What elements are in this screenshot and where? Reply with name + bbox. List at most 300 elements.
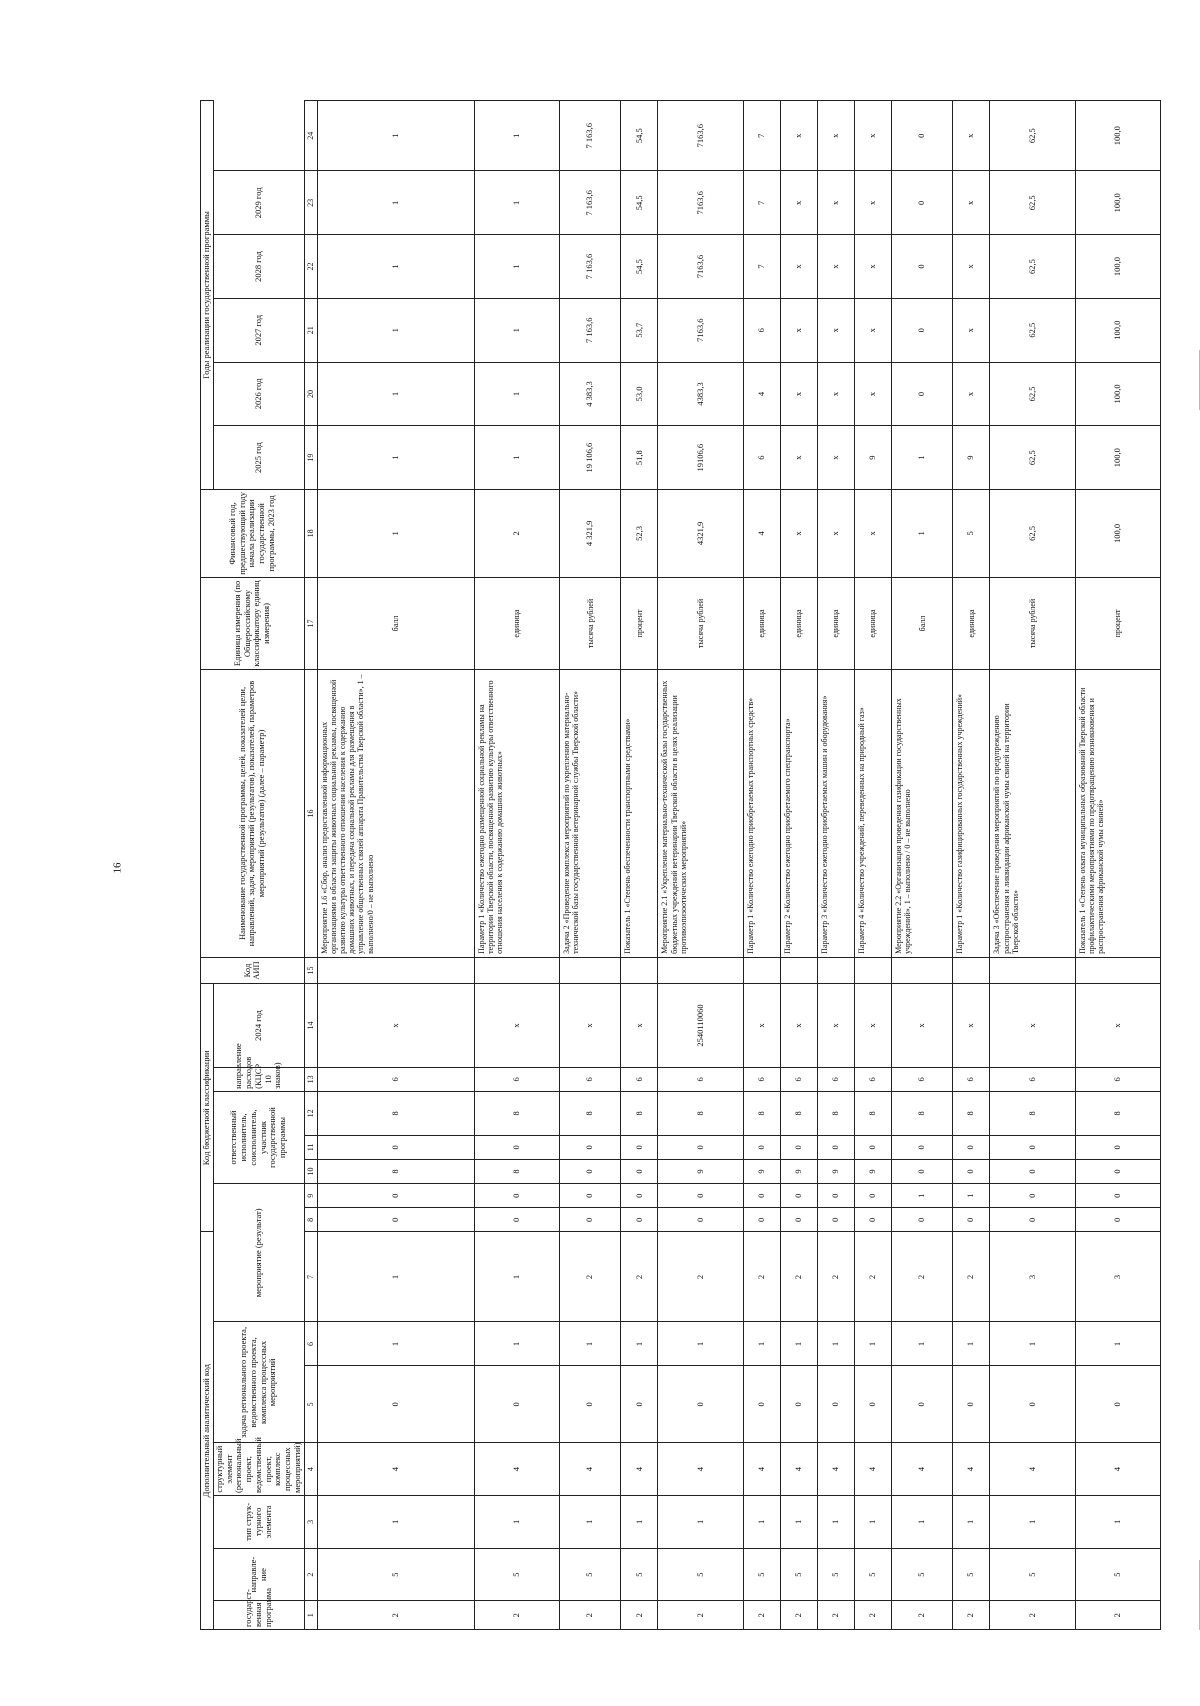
value-cell: 4383,3 (658, 362, 743, 426)
code-cell (658, 957, 743, 983)
value-cell: 1 (317, 171, 474, 235)
code-cell: 0 (658, 1366, 743, 1443)
dop-code-header: Дополнительный аналитический код (201, 1232, 214, 1630)
code-cell: 4 (658, 1443, 743, 1496)
column-number: 19 (304, 426, 317, 490)
code-cell: 4 (854, 1443, 891, 1496)
year-header: 2024 год (213, 984, 304, 1068)
name-header: Наименование государственной программы, целей, показателей цели, направлений, задач, мероприятий (результатов), показателей, параметров мероприятий (результатов) (далее – параметр) (201, 670, 305, 958)
item-name-cell: Параметр 4 «Количество учреждений, переведенных на природный газ» (854, 670, 891, 958)
code-cell: 2 (621, 1601, 658, 1630)
code-cell: 2 (854, 1232, 891, 1322)
code-cell: 2 (817, 1232, 854, 1322)
code-cell: 6 (854, 1067, 891, 1091)
value-cell: 1 (474, 362, 559, 426)
value-cell: x (854, 171, 891, 235)
code-cell: 8 (854, 1091, 891, 1135)
value-cell: 6 (743, 426, 780, 490)
code-cell: 0 (892, 1135, 953, 1159)
rotated-page (200, 100, 1123, 1630)
code-cell (743, 957, 780, 983)
code-cell: 0 (817, 1135, 854, 1159)
type-header: тип струк-турного элемента (213, 1496, 304, 1549)
code-cell: 8 (817, 1091, 854, 1135)
code-cell: 6 (743, 1067, 780, 1091)
code-cell: 4 (780, 1443, 817, 1496)
code-cell: x (892, 984, 953, 1068)
code-cell: 0 (780, 1135, 817, 1159)
table-row (743, 101, 780, 1630)
code-cell: 0 (780, 1208, 817, 1232)
code-cell: 0 (658, 1135, 743, 1159)
code-cell: 8 (990, 1091, 1075, 1135)
value-cell: 62,5 (990, 235, 1075, 299)
code-cell: 2 (560, 1601, 621, 1630)
code-cell: 0 (317, 1366, 474, 1443)
value-cell: x (953, 362, 990, 426)
code-cell: 0 (743, 1184, 780, 1208)
exp-header: направление расходов (КЦСР 10 знаков) (213, 1067, 304, 1091)
unit-cell: единица (743, 577, 780, 669)
code-cell: 0 (560, 1159, 621, 1183)
code-cell: 8 (474, 1091, 559, 1135)
value-cell: 62,5 (990, 489, 1075, 577)
code-cell: 0 (317, 1208, 474, 1232)
value-cell: 0 (892, 171, 953, 235)
code-cell: 0 (854, 1135, 891, 1159)
code-cell: 0 (990, 1159, 1075, 1183)
code-cell: 5 (953, 1548, 990, 1601)
column-number: 1 (304, 1601, 317, 1630)
code-cell: 2 (658, 1601, 743, 1630)
code-cell: 0 (1075, 1184, 1160, 1208)
code-cell: 0 (990, 1184, 1075, 1208)
value-cell: 6 (743, 298, 780, 362)
value-cell: x (780, 362, 817, 426)
budget-code-header: Код бюджетной классификации (201, 984, 214, 1232)
resp-header: ответственный исполнитель, соисполнитель, участник государственной программы (213, 1091, 304, 1183)
value-cell: 100,0 (1075, 489, 1160, 577)
code-cell: 1 (854, 1322, 891, 1366)
code-cell: 1 (953, 1184, 990, 1208)
code-cell (817, 957, 854, 983)
code-cell (892, 957, 953, 983)
code-cell: 0 (990, 1135, 1075, 1159)
code-cell: 1 (892, 1184, 953, 1208)
code-cell: 4 (621, 1443, 658, 1496)
code-cell (854, 957, 891, 983)
code-cell: 6 (621, 1067, 658, 1091)
value-cell: x (780, 298, 817, 362)
code-cell: 0 (817, 1208, 854, 1232)
years-group-header: Годы реализации государственной программы (201, 101, 214, 490)
item-name-cell: Параметр 1 «Количество ежегодно размещенной социальной рекламы на территории Тверской области, посвященной развитию культуры ответственного отношения населения к содержанию домашних животных» (474, 670, 559, 958)
value-cell: 1 (317, 235, 474, 299)
value-cell: x (854, 298, 891, 362)
code-cell: 1 (317, 1322, 474, 1366)
value-cell: 7163,6 (658, 171, 743, 235)
code-cell: x (1075, 984, 1160, 1068)
code-cell: 1 (780, 1496, 817, 1549)
code-cell: x (953, 984, 990, 1068)
value-cell: x (817, 101, 854, 171)
code-cell (621, 957, 658, 983)
code-cell: 1 (621, 1322, 658, 1366)
code-cell: 5 (990, 1548, 1075, 1601)
unit-cell: процент (1075, 577, 1160, 669)
table-row (1075, 101, 1160, 1630)
column-number: 16 (304, 670, 317, 958)
code-cell: 8 (621, 1091, 658, 1135)
table-row (892, 101, 953, 1630)
table-body (317, 101, 1160, 1630)
column-number: 12 (304, 1091, 317, 1135)
unit-cell: единица (780, 577, 817, 669)
code-cell: 0 (658, 1208, 743, 1232)
value-cell: 1 (892, 426, 953, 490)
code-cell: 2 (317, 1601, 474, 1630)
value-cell: 0 (892, 235, 953, 299)
value-cell: 9 (854, 426, 891, 490)
code-cell: 2 (1075, 1601, 1160, 1630)
year-header: 2027 год (213, 298, 304, 362)
code-cell: 1 (990, 1322, 1075, 1366)
value-cell: x (854, 362, 891, 426)
value-cell: 52,3 (621, 489, 658, 577)
value-cell: x (817, 426, 854, 490)
code-cell: 2 (854, 1601, 891, 1630)
table-row (621, 101, 658, 1630)
code-cell: 8 (743, 1091, 780, 1135)
code-cell: x (990, 984, 1075, 1068)
event-header: мероприятие (результат) (213, 1184, 304, 1322)
column-number-row (304, 101, 317, 1630)
value-cell: 7 163,6 (560, 171, 621, 235)
value-cell: x (780, 101, 817, 171)
code-cell: 2 (780, 1232, 817, 1322)
value-cell: x (817, 362, 854, 426)
column-number: 15 (304, 957, 317, 983)
value-cell: 62,5 (990, 171, 1075, 235)
code-cell: 1 (317, 1232, 474, 1322)
value-cell: 1 (474, 298, 559, 362)
column-number: 17 (304, 577, 317, 669)
item-name-cell: Параметр 2 «Количество ежегодно приобретаемого спецтранспорта» (780, 670, 817, 958)
value-cell: 53,0 (621, 362, 658, 426)
value-cell: 1 (317, 298, 474, 362)
value-cell: 7163,6 (658, 101, 743, 171)
code-cell: 4 (817, 1443, 854, 1496)
code-cell: 6 (817, 1067, 854, 1091)
value-cell: x (780, 426, 817, 490)
code-cell: 0 (1075, 1135, 1160, 1159)
code-cell: 0 (854, 1366, 891, 1443)
code-cell: 0 (892, 1208, 953, 1232)
value-cell: 7 (743, 101, 780, 171)
column-number: 20 (304, 362, 317, 426)
item-name-cell: Мероприятие 2.1 «Укрепление материально-технической базы государственных бюджетных учреждений ветеринарии Тверской области в целях реализации противоэпизоотических мероприятий» (658, 670, 743, 958)
value-cell: 53,7 (621, 298, 658, 362)
item-name-cell: Параметр 1 «Количество ежегодно приобретаемых транспортных средств» (743, 670, 780, 958)
code-cell (474, 957, 559, 983)
value-cell: 54,5 (621, 235, 658, 299)
year-header: 2025 год (213, 426, 304, 490)
value-cell: x (854, 101, 891, 171)
code-cell: x (780, 984, 817, 1068)
code-cell: 1 (953, 1496, 990, 1549)
value-cell: 100,0 (1075, 101, 1160, 171)
code-cell: 4 (474, 1443, 559, 1496)
code-cell: 1 (780, 1322, 817, 1366)
code-cell: 2 (474, 1601, 559, 1630)
value-cell: x (953, 171, 990, 235)
code-cell: 1 (854, 1496, 891, 1549)
code-cell: 0 (474, 1366, 559, 1443)
value-cell: 0 (892, 362, 953, 426)
code-cell: 2 (658, 1232, 743, 1322)
code-cell: 8 (317, 1159, 474, 1183)
code-cell: 0 (621, 1135, 658, 1159)
code-cell: 0 (953, 1135, 990, 1159)
code-cell: 1 (817, 1322, 854, 1366)
code-cell: 1 (560, 1496, 621, 1549)
unit-cell: тысяча рублей (560, 577, 621, 669)
year-header: 2028 год (213, 235, 304, 299)
code-cell: 2 (560, 1232, 621, 1322)
code-cell: 1 (317, 1496, 474, 1549)
value-cell: 7 (743, 171, 780, 235)
code-cell: 4 (560, 1443, 621, 1496)
code-cell: 0 (658, 1184, 743, 1208)
page-number: 16 (111, 862, 124, 874)
code-cell: 6 (1075, 1067, 1160, 1091)
value-cell: 7163,6 (658, 298, 743, 362)
code-cell: 4 (743, 1443, 780, 1496)
code-cell (1075, 957, 1160, 983)
code-cell: 1 (743, 1322, 780, 1366)
code-cell: 9 (780, 1159, 817, 1183)
unit-cell: процент (621, 577, 658, 669)
struct-header: структурный элемент (региональный проект, ведомственный проект, комплекс процессных мероприятий) (213, 1443, 304, 1496)
code-cell: 0 (621, 1366, 658, 1443)
code-cell: 8 (474, 1159, 559, 1183)
item-name-cell: Показатель 1 «Степень обеспеченности транспортными средствами» (621, 670, 658, 958)
value-cell: x (953, 235, 990, 299)
code-cell: 0 (621, 1184, 658, 1208)
code-cell: 8 (317, 1091, 474, 1135)
code-cell: 8 (892, 1091, 953, 1135)
code-cell: 8 (1075, 1091, 1160, 1135)
code-cell: 3 (1075, 1232, 1160, 1322)
code-cell: 2 (892, 1601, 953, 1630)
value-cell: x (953, 101, 990, 171)
code-cell: 0 (780, 1366, 817, 1443)
column-number: 11 (304, 1135, 317, 1159)
item-name-cell: Задача 2 «Проведение комплекса мероприятий по укреплению материально-технической базы государственной ветеринарной службы Тверской области» (560, 670, 621, 958)
value-cell: 4 321,9 (560, 489, 621, 577)
value-cell: x (817, 489, 854, 577)
value-cell: 7 (743, 235, 780, 299)
code-cell: 2 (953, 1601, 990, 1630)
code-cell: 0 (317, 1135, 474, 1159)
value-cell: 1 (317, 489, 474, 577)
value-cell: x (780, 489, 817, 577)
code-cell: 8 (560, 1091, 621, 1135)
code-cell: 1 (743, 1496, 780, 1549)
code-cell: 0 (743, 1208, 780, 1232)
code-cell: 1 (658, 1322, 743, 1366)
value-cell: x (854, 235, 891, 299)
column-number: 4 (304, 1443, 317, 1496)
code-cell: 1 (560, 1322, 621, 1366)
value-cell: 54,5 (621, 171, 658, 235)
unit-header: Единица измерения (по Общероссийскому классификатору единиц измерения) (201, 577, 305, 669)
unit-cell: тысяча рублей (658, 577, 743, 669)
code-cell: 1 (658, 1496, 743, 1549)
code-cell: 0 (474, 1208, 559, 1232)
code-cell: 2 (621, 1232, 658, 1322)
code-cell: 1 (892, 1322, 953, 1366)
code-cell: 0 (817, 1184, 854, 1208)
value-cell: 0 (892, 101, 953, 171)
value-cell: 100,0 (1075, 298, 1160, 362)
value-cell: 100,0 (1075, 171, 1160, 235)
column-number: 23 (304, 171, 317, 235)
code-cell: 2 (990, 1601, 1075, 1630)
column-number: 14 (304, 984, 317, 1068)
item-name-cell: Задача 3 «Обеспечение проведения мероприятий по предупреждению распространения и ликвидации африканской чумы свиней на территории Тверской области» (990, 670, 1075, 958)
value-cell: 4 383,3 (560, 362, 621, 426)
direction-header: направле-ние (213, 1548, 304, 1601)
column-number: 7 (304, 1232, 317, 1322)
code-cell: 0 (474, 1184, 559, 1208)
code-cell: 1 (892, 1496, 953, 1549)
code-cell: 0 (1075, 1366, 1160, 1443)
value-cell: x (817, 298, 854, 362)
column-number: 10 (304, 1159, 317, 1183)
column-number: 13 (304, 1067, 317, 1091)
code-cell: 2540110060 (658, 984, 743, 1068)
item-name-cell: Мероприятие 2.2 «Организация проведения газификации государственных учреждений», 1 – выполнено / 0 – не выполнено (892, 670, 953, 958)
value-cell: x (817, 235, 854, 299)
value-cell: 62,5 (990, 362, 1075, 426)
code-cell: 1 (1075, 1322, 1160, 1366)
value-cell: 62,5 (990, 426, 1075, 490)
code-cell: 4 (317, 1443, 474, 1496)
code-cell: x (317, 984, 474, 1068)
code-cell: 0 (990, 1366, 1075, 1443)
value-cell: 100,0 (1075, 426, 1160, 490)
value-cell: 1 (474, 101, 559, 171)
value-cell: 2 (474, 489, 559, 577)
code-cell: 0 (854, 1208, 891, 1232)
unit-cell: единица (474, 577, 559, 669)
value-cell: 4 (743, 489, 780, 577)
code-cell: 8 (658, 1091, 743, 1135)
unit-cell: балл (317, 577, 474, 669)
value-cell: 1 (317, 426, 474, 490)
value-cell: 51,8 (621, 426, 658, 490)
code-cell: x (817, 984, 854, 1068)
code-cell: x (743, 984, 780, 1068)
code-cell: 0 (1075, 1208, 1160, 1232)
code-cell: x (854, 984, 891, 1068)
code-cell: 0 (953, 1366, 990, 1443)
code-cell: 0 (990, 1208, 1075, 1232)
code-cell: 1 (621, 1496, 658, 1549)
aip-header: Код АИП (201, 957, 305, 983)
code-cell: 2 (780, 1601, 817, 1630)
code-cell: 1 (474, 1232, 559, 1322)
value-cell: 100,0 (1075, 362, 1160, 426)
table-row (854, 101, 891, 1630)
column-number: 18 (304, 489, 317, 577)
code-cell: 0 (1075, 1159, 1160, 1183)
code-cell: 2 (743, 1601, 780, 1630)
code-cell: 2 (892, 1232, 953, 1322)
code-cell: 0 (854, 1184, 891, 1208)
gp-header: государст-венная программа (213, 1601, 304, 1630)
value-cell: 1 (317, 101, 474, 171)
code-cell: 6 (953, 1067, 990, 1091)
code-cell: 0 (560, 1135, 621, 1159)
code-cell: 5 (317, 1548, 474, 1601)
code-cell: 5 (892, 1548, 953, 1601)
code-cell: 3 (990, 1232, 1075, 1322)
value-cell: 7163,6 (658, 235, 743, 299)
code-cell: 5 (621, 1548, 658, 1601)
code-cell: 6 (474, 1067, 559, 1091)
code-cell: 4 (953, 1443, 990, 1496)
value-cell: x (953, 298, 990, 362)
value-cell: 62,5 (990, 298, 1075, 362)
value-cell: 1 (317, 362, 474, 426)
code-cell: 5 (474, 1548, 559, 1601)
code-cell: 1 (990, 1496, 1075, 1549)
value-cell: 0 (892, 298, 953, 362)
code-cell (990, 957, 1075, 983)
task-header: задача регионального проекта, ведомственного проекта, комплекса процессных мероприятий (213, 1322, 304, 1443)
value-cell: 1 (474, 426, 559, 490)
year-header: 2026 год (213, 362, 304, 426)
item-name-cell: Мероприятие 1.6 «Сбор, анализ предоставленной информационных организациями в области защиты животных социальной рекламы, посвященной развитию культуры ответственного отношения населения к содержанию домашних животных, и передача социальной рекламы для размещения в управление общественных связей аппарата Правительства Тверской области», 1 – выполнено/0 – не выполнено (317, 670, 474, 958)
code-cell: 5 (1075, 1548, 1160, 1601)
code-cell: 0 (621, 1208, 658, 1232)
value-cell: 9 (953, 426, 990, 490)
code-cell: 9 (658, 1159, 743, 1183)
code-cell: 6 (892, 1067, 953, 1091)
value-cell: 1 (474, 235, 559, 299)
table-row (990, 101, 1075, 1630)
year-header: 2029 год (213, 171, 304, 235)
code-cell (780, 957, 817, 983)
unit-cell: единица (817, 577, 854, 669)
value-cell: 62,5 (990, 101, 1075, 171)
item-name-cell: Параметр 3 «Количество ежегодно приобретаемых машин и оборудования» (817, 670, 854, 958)
code-cell: 9 (854, 1159, 891, 1183)
code-cell: 0 (317, 1184, 474, 1208)
column-number: 5 (304, 1366, 317, 1443)
code-cell: 5 (658, 1548, 743, 1601)
table-row (817, 101, 854, 1630)
value-cell: 5 (953, 489, 990, 577)
unit-cell: единица (953, 577, 990, 669)
code-cell: 6 (780, 1067, 817, 1091)
code-cell: 0 (817, 1366, 854, 1443)
code-cell: 0 (621, 1159, 658, 1183)
program-table (200, 100, 1161, 1630)
code-cell: 0 (560, 1208, 621, 1232)
